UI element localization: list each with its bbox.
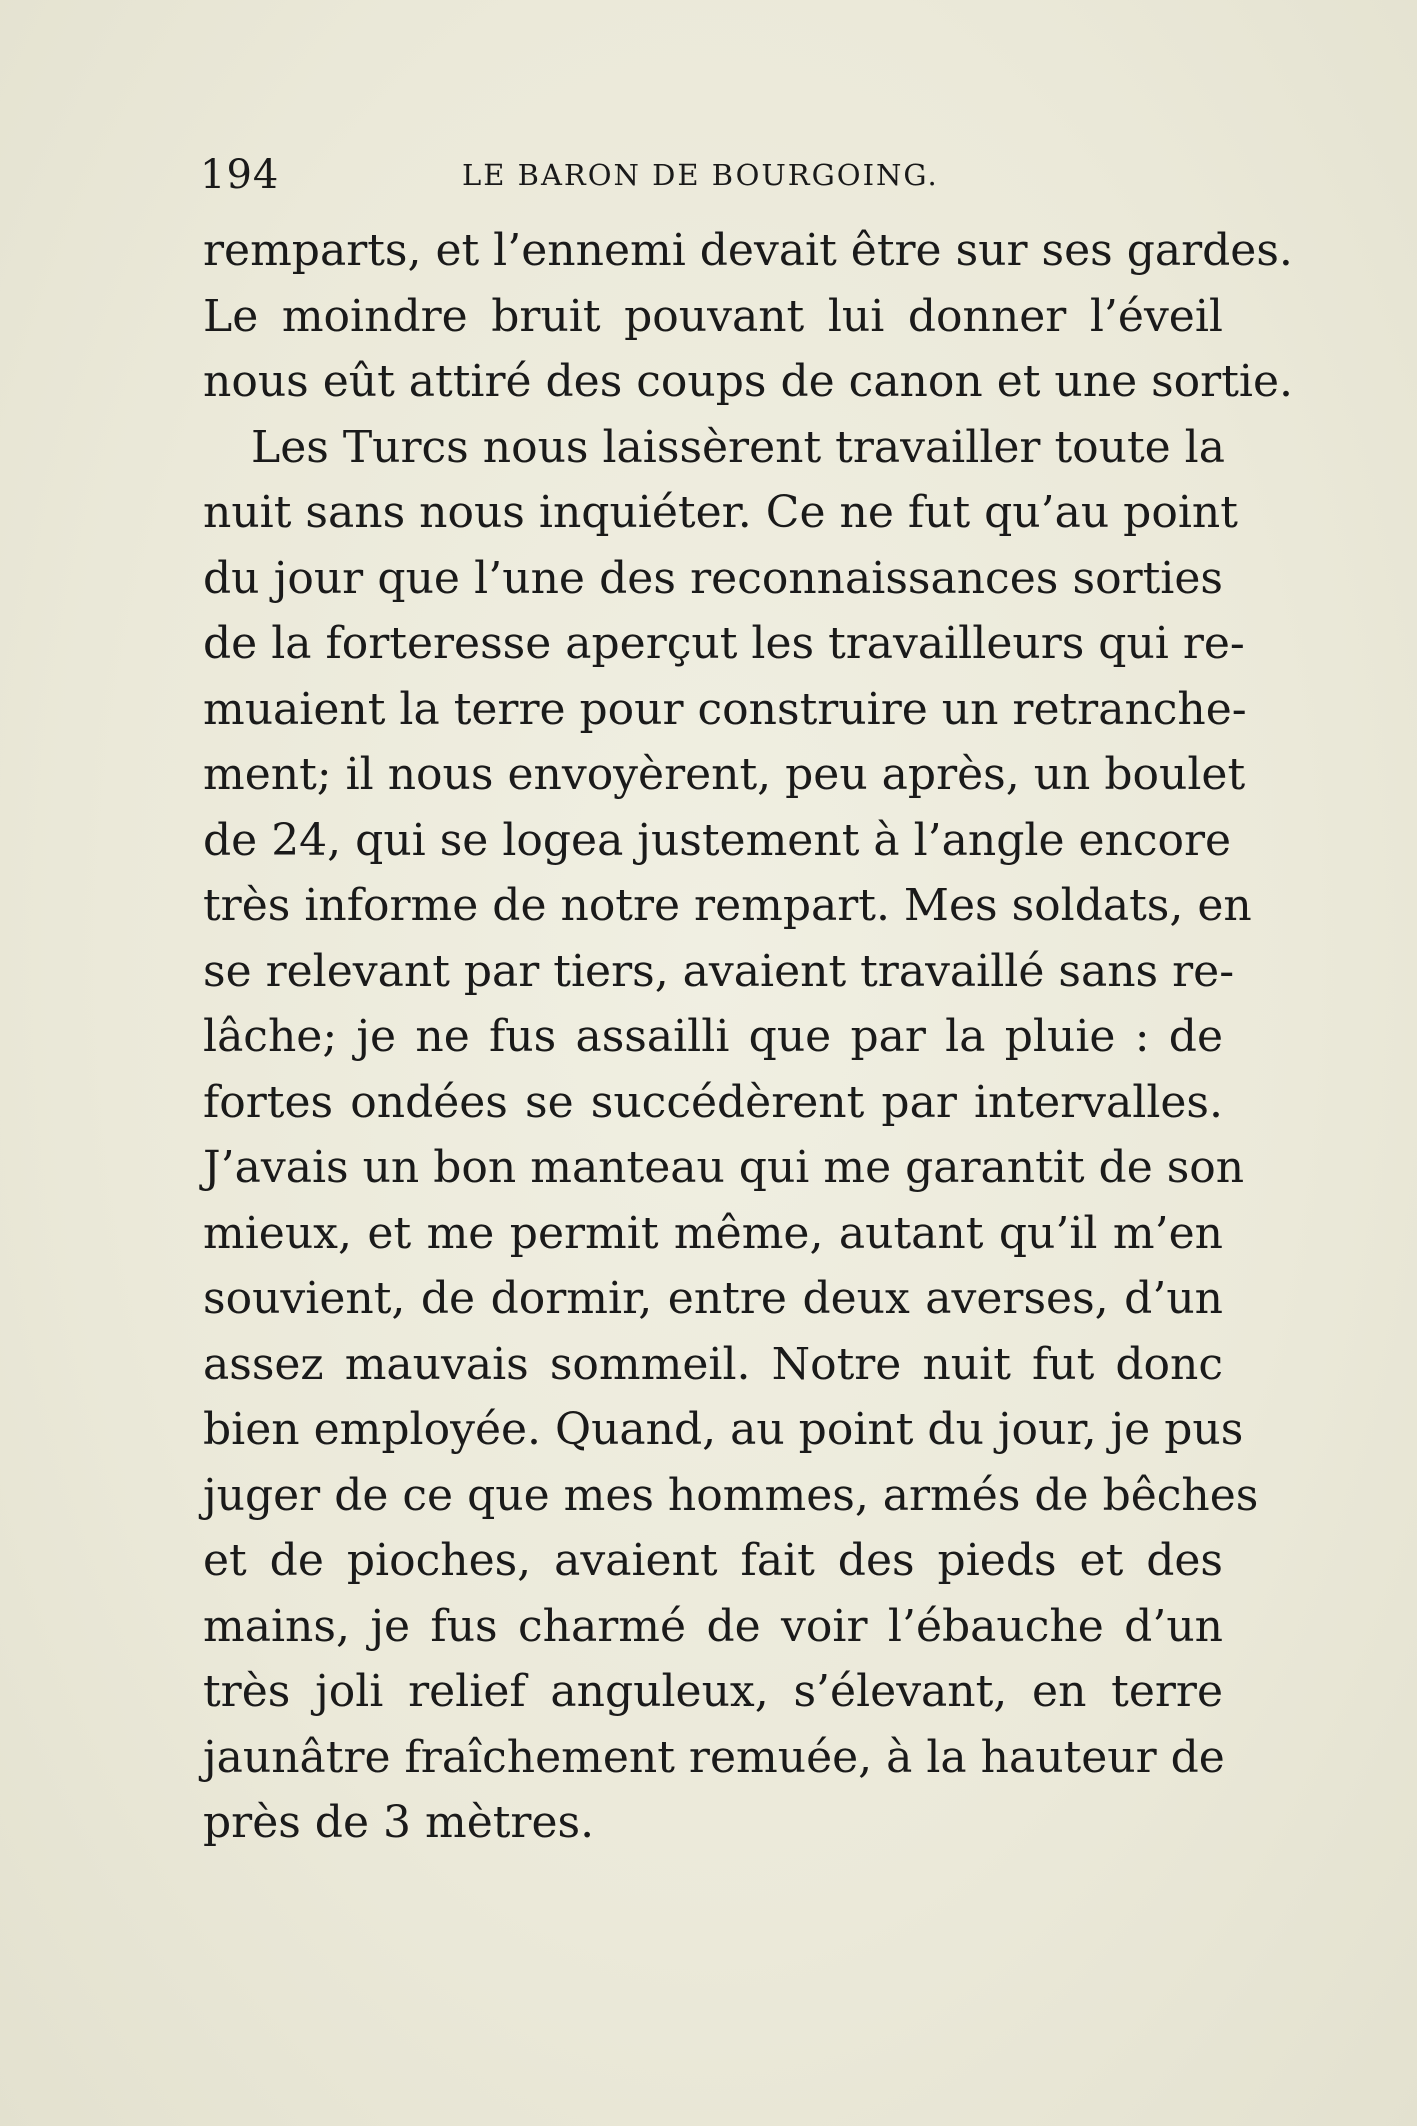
running-head: LE BARON DE BOURGOING. bbox=[462, 158, 939, 192]
text-line: jaunâtre fraîchement remuée, à la hauteur de bbox=[203, 1731, 1225, 1783]
text-line: mains, je fus charmé de voir l’ébauche d’un bbox=[203, 1600, 1223, 1652]
text-line: J’avais un bon manteau qui me garantit de son bbox=[203, 1142, 1245, 1193]
body-text bbox=[203, 218, 1293, 1856]
paragraph-first-line: Les Turcs nous laissèrent travailler toute la bbox=[251, 421, 1225, 473]
text-line: de la forteresse aperçut les travailleurs qui re- bbox=[203, 618, 1245, 669]
text-line: juger de ce que mes hommes, armés de bêches bbox=[203, 1469, 1259, 1521]
text-line: fortes ondées se succédèrent par intervalles. bbox=[203, 1076, 1223, 1128]
page-header bbox=[200, 152, 1230, 202]
text-line: bien employée. Quand, au point du jour, je pus bbox=[203, 1404, 1244, 1455]
text-line: ment; il nous envoyèrent, peu après, un boulet bbox=[203, 749, 1246, 800]
text-line: se relevant par tiers, avaient travaillé sans re- bbox=[203, 945, 1235, 997]
text-line: lâche; je ne fus assailli que par la pluie : de bbox=[203, 1011, 1223, 1062]
text-line: et de pioches, avaient fait des pieds et des bbox=[203, 1535, 1223, 1586]
text-line: de 24, qui se logea justement à l’angle encore bbox=[203, 814, 1232, 866]
text-line: très informe de notre rempart. Mes soldats, en bbox=[203, 880, 1252, 931]
text-line: assez mauvais sommeil. Notre nuit fut donc bbox=[203, 1338, 1223, 1390]
text-line: nous eût attiré des coups de canon et une sortie. bbox=[203, 356, 1293, 407]
text-line: Le moindre bruit pouvant lui donner l’éveil bbox=[203, 290, 1223, 342]
text-line: du jour que l’une des reconnaissances sorties bbox=[203, 552, 1223, 604]
text-line: remparts, et l’ennemi devait être sur ses gardes. bbox=[203, 225, 1293, 276]
text-line: souvient, de dormir, entre deux averses, d’un bbox=[203, 1273, 1223, 1324]
text-line: nuit sans nous inquiéter. Ce ne fut qu’au point bbox=[203, 487, 1238, 538]
text-line: près de 3 mètres. bbox=[203, 1797, 595, 1848]
page-number: 194 bbox=[200, 152, 280, 198]
text-line: mieux, et me permit même, autant qu’il m’en bbox=[203, 1207, 1223, 1259]
text-line: très joli relief anguleux, s’élevant, en terre bbox=[203, 1666, 1223, 1717]
text-line: muaient la terre pour construire un retranche- bbox=[203, 683, 1247, 735]
